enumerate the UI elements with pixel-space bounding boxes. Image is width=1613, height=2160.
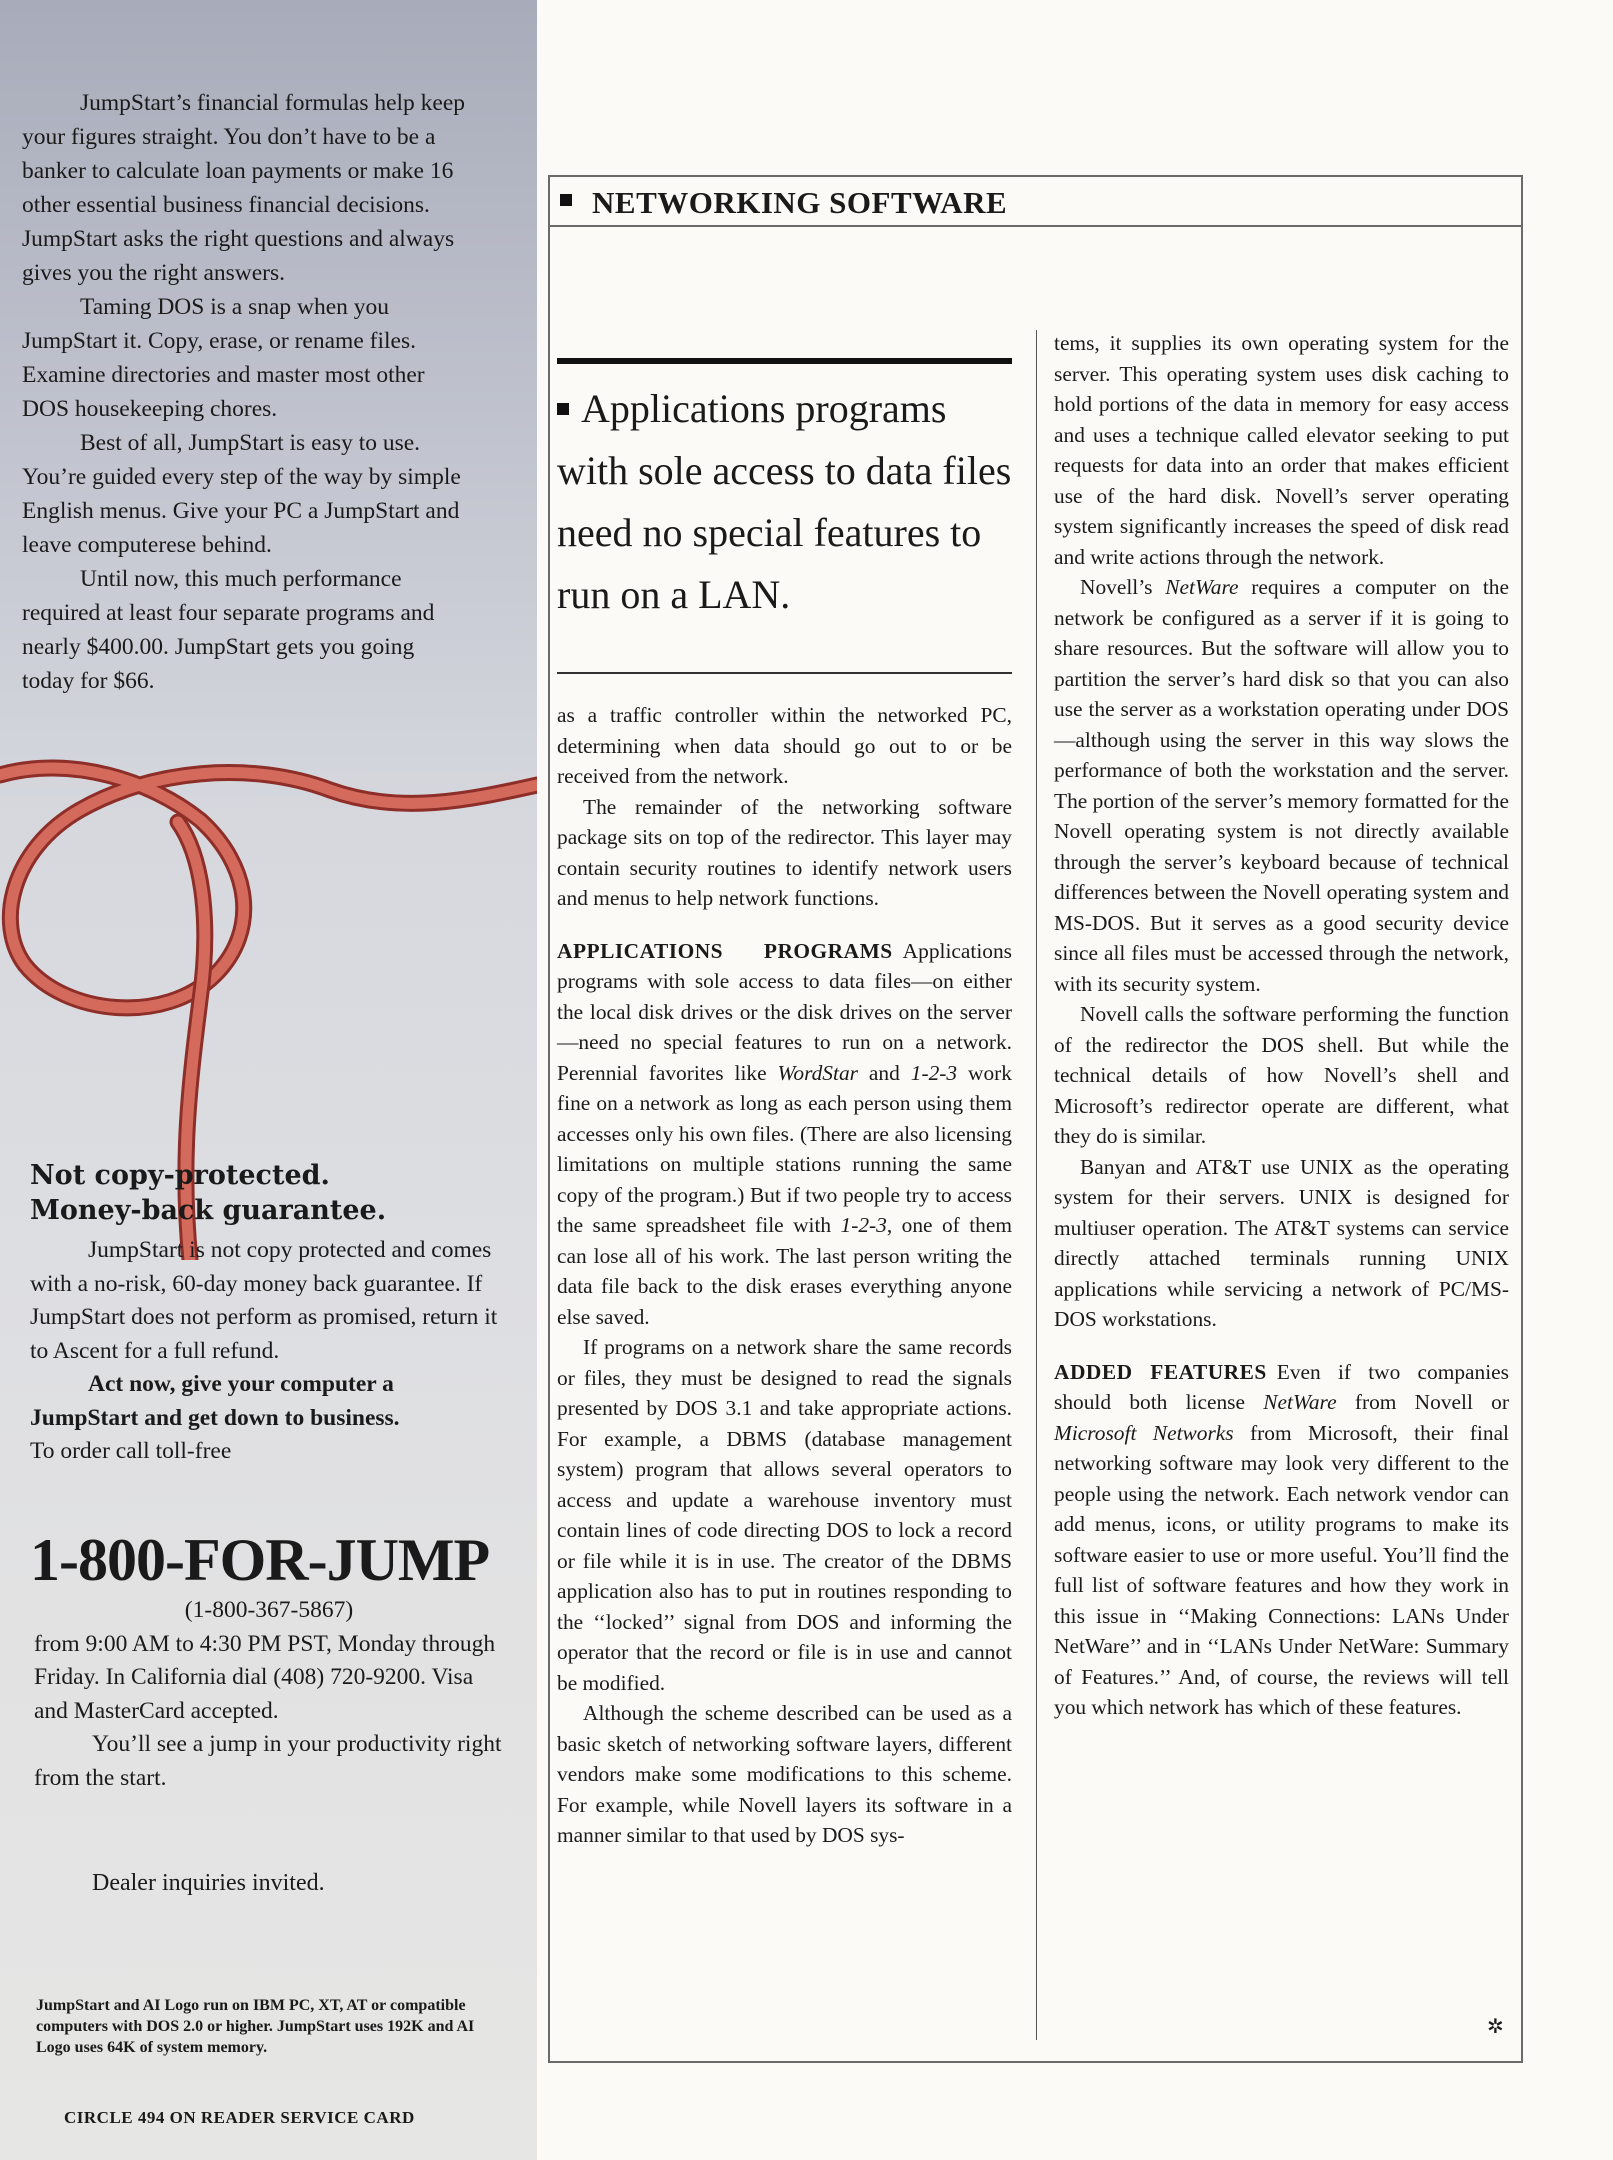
text-run: Applications programs with sole access to data files—on either the local disk drives or the disk drives on the server—need no special features to run on a network. Perennial favorites like	[557, 938, 1012, 1085]
guarantee-text: JumpStart is not copy protected and comes with a no-risk, 60-day money back guarantee. If JumpStart does not perform as promised, return it to Ascent for a full refund.	[30, 1237, 498, 1364]
text-run: requires a computer on the network be configured as a server if it is going to share resources. But the software will allow you to partition the server’s hard disk so that you can also use the server as a workstation operating under DOS—although using the server in this way slows the performance of both the workstation and the server. The portion of the server’s memory formatted for the Novell operating system is not directly available through the server’s keyboard because of technical differences between the Novell operating system and MS-DOS. But it serves as a good security device since all files must be accessed through the network, with its security system.	[1054, 575, 1509, 996]
productivity-text: You’ll see a jump in your productivity right from the start.	[34, 1731, 502, 1791]
order-text: To order call toll-free	[30, 1438, 232, 1464]
bullet-square-icon	[557, 403, 569, 415]
paragraph: Novell calls the software performing the function of the redirector the DOS shell. But while the technical details of how Novell’s shell and Microsoft’s redirector operate are different, what they do is similar.	[1054, 1002, 1509, 1148]
paragraph	[557, 936, 1012, 1333]
headline-line-2: Money-back guarantee.	[30, 1195, 387, 1226]
ad-headline	[30, 1158, 500, 1228]
product-name: WordStar	[777, 1060, 858, 1085]
ad-paragraph: Taming DOS is a snap when you JumpStart it. Copy, erase, or rename files. Examine directories and master most other DOS housekeeping chores.	[22, 294, 425, 422]
product-name: NetWare	[1165, 575, 1239, 599]
ad-guarantee	[30, 1158, 500, 1469]
section-header	[550, 177, 1521, 227]
ad-paragraph: Until now, this much performance required at least four separate programs and nearly $400.00. JumpStart gets you going today for $66.	[22, 566, 435, 694]
product-name: 1-2-3	[910, 1060, 958, 1085]
paragraph: as a traffic controller within the networked PC, determining when data should go out to or be received from the network.	[557, 703, 1012, 788]
paragraph	[1054, 1357, 1509, 1723]
phone-numeric: (1-800-367-5867)	[184, 1597, 354, 1623]
text-run: , one of them can lose all of his work. The last person writing the data file back to the disk erases everything anyone else saved.	[557, 1213, 1012, 1329]
phone-number: 1-800-FOR-JUMP	[30, 1527, 490, 1593]
ad-paragraph: JumpStart’s financial formulas help keep your figures straight. You don’t have to be a banker to calculate loan payments or make 16 other essential business financial decisions. JumpStart asks the right questions and always gives you the right answers.	[22, 90, 466, 286]
section-label: NETWORKING SOFTWARE	[592, 185, 1008, 220]
ad-intro	[22, 86, 472, 698]
ad-contact	[34, 1594, 504, 1795]
text-run: and	[857, 1060, 911, 1085]
dealer-text: Dealer inquiries invited.	[92, 1870, 325, 1896]
paragraph: Although the scheme described can be used as a basic sketch of networking software layers, different vendors make some modifications to this scheme. For example, while Novell layers its software in a manner similar to that used by DOS sys-	[557, 1701, 1012, 1847]
pull-quote-bottom-rule	[557, 672, 1012, 674]
pull-quote-top-rule	[557, 358, 1012, 364]
paragraph	[1054, 572, 1509, 999]
hours-text: from 9:00 AM to 4:30 PM PST, Monday through Friday. In California dial (408) 720-9200. Visa and MasterCard accepted.	[34, 1630, 496, 1724]
text-run: Even if two companies should both license	[1054, 1359, 1509, 1414]
text-run: from Microsoft, their final networking software may look very different to the people using the network. Each network vendor can add menus, icons, or utility programs to make its software easier to use or more useful. You’ll find the full list of software features and how they work in this issue in ‘‘Making Connections: LANs Under NetWare’’ and in ‘‘LANs Under NetWare: Summary of Features.’’ And, of course, the reviews will tell you which network has which of these features.	[1054, 1420, 1510, 1719]
end-mark-icon: ✲	[1487, 2016, 1504, 2038]
paragraph: The remainder of the networking software package sits on top of the redirector. This layer may contain security routines to identify network users and menus to help network functions.	[557, 794, 1012, 910]
column-divider	[1036, 330, 1037, 2040]
text-run: Novell’s	[1080, 575, 1166, 599]
fine-print: JumpStart and AI Logo run on IBM PC, XT, AT or compatible computers with DOS 2.0 or higher. JumpStart uses 192K and AI Logo uses 64K of system memory.	[36, 1997, 475, 2056]
act-now-text: Act now, give your computer a JumpStart and get down to business.	[30, 1371, 400, 1431]
product-name: Microsoft Networks	[1054, 1420, 1234, 1445]
ad-paragraph: Best of all, JumpStart is easy to use. You’re guided every step of the way by simple English menus. Give your PC a JumpStart and leave computerese behind.	[22, 430, 461, 558]
jumpstart-ad	[0, 0, 537, 2160]
column-1-body	[557, 700, 1012, 1851]
text-run: from Novell or	[1336, 1390, 1509, 1414]
reader-service-text: CIRCLE 494 ON READER SERVICE CARD	[64, 2108, 415, 2127]
run-in-head: APPLICATIONS PROGRAMS	[557, 938, 893, 963]
run-in-head: ADDED FEATURES	[1054, 1359, 1267, 1384]
paragraph: tems, it supplies its own operating system for the server. This operating system uses disk caching to hold portions of the data in memory for easy access and uses a technique called elevator seeking to put requests for data into an order that makes efficient use of the hard disk. Novell’s server operating system significantly increases the speed of disk read and write actions through the network.	[1054, 331, 1509, 569]
article-column-2	[1054, 328, 1509, 1723]
article-column-1	[557, 358, 1012, 1847]
pull-quote	[557, 378, 1012, 626]
headline-line-1: Not copy-protected.	[30, 1160, 330, 1191]
product-name: NetWare	[1263, 1390, 1337, 1414]
bullet-square-icon	[560, 194, 572, 206]
paragraph: If programs on a network share the same records or files, they must be designed to read the signals presented by DOS 3.1 and take appropriate actions. For example, a DBMS (database management system) program that allows several operators to access and update a warehouse inventory must contain lines of code directing DOS to lock a record or file while it is in use. The creator of the DBMS application also has to put in routines responding to the ‘‘locked’’ signal from DOS and informing the operator that the record or file is in use and cannot be modified.	[557, 1335, 1012, 1695]
product-name: 1-2-3	[840, 1213, 887, 1237]
text-run: work fine on a network as long as each person using them accesses only his own files. (There are also licensing limitations on multiple stations running the same copy of the program.) But if two people try to access the same spreadsheet file with	[557, 1060, 1012, 1237]
paragraph: Banyan and AT&T use UNIX as the operating system for their servers. UNIX is designed for multiuser operation. The AT&T systems can service directly attached terminals running UNIX applications while servicing a network of PC/MS-DOS workstations.	[1054, 1154, 1509, 1331]
pull-quote-text: Applications programs with sole access to data files need no special features to run on a LAN.	[557, 386, 1012, 617]
